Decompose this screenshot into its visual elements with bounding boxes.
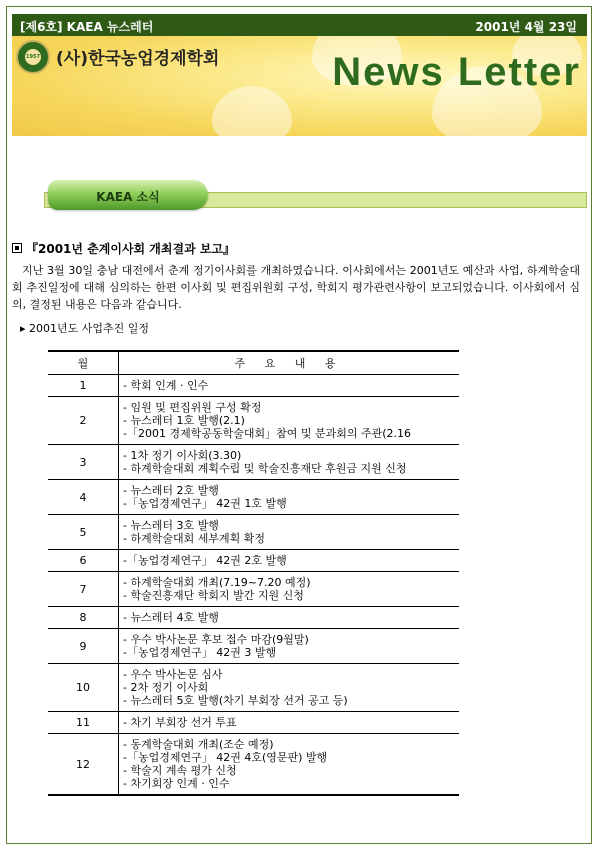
schedule-item: - 차기회장 인계 · 인수 — [123, 777, 230, 790]
issue-label: [제6호] KAEA 뉴스레터 — [20, 20, 154, 34]
schedule-item: - 우수 박사논문 후보 접수 마감(9월말) — [123, 633, 309, 646]
schedule-item: - 뉴스레터 5호 발행(차기 부회장 선거 공고 등) — [123, 694, 348, 707]
items-cell — [119, 445, 460, 480]
table-row — [48, 572, 459, 607]
items-cell — [119, 550, 460, 572]
schedule-item: - 뉴스레터 4호 발행 — [123, 611, 219, 624]
schedule-item: - 학술지 계속 평가 신청 — [123, 764, 237, 777]
schedule-item: - 뉴스레터 3호 발행 — [123, 519, 219, 532]
header-bar — [12, 14, 587, 36]
column-header-month: 월 — [48, 351, 119, 375]
table-header-row — [48, 351, 459, 375]
schedule-item: - 차기 부회장 선거 투표 — [123, 716, 237, 729]
schedule-subheading: ▸ 2001년도 사업추진 일정 — [20, 322, 150, 335]
schedule-item: - 학술진흥재단 학회지 발간 지원 신청 — [123, 589, 304, 602]
schedule-item: -「농업경제연구」 42권 4호(영문판) 발행 — [123, 751, 328, 764]
items-cell — [119, 397, 460, 445]
section-tab-label: KAEA 소식 — [96, 190, 160, 204]
table-row — [48, 550, 459, 572]
newsletter-title: News Letter — [332, 50, 581, 94]
table-row — [48, 712, 459, 734]
items-cell — [119, 515, 460, 550]
table-row — [48, 515, 459, 550]
schedule-item: - 우수 박사논문 심사 — [123, 668, 223, 681]
items-cell — [119, 572, 460, 607]
month-cell: 9 — [48, 629, 119, 664]
table-row — [48, 375, 459, 397]
month-cell: 11 — [48, 712, 119, 734]
schedule-item: -「2001 경제학공동학술대회」참여 및 분과회의 주관(2.16 — [123, 427, 411, 440]
schedule-item: -「농업경제연구」 42권 1호 발행 — [123, 497, 287, 510]
article-heading: 『2001년 춘계이사회 개최결과 보고』 — [12, 240, 235, 257]
organization-name: (사)한국농업경제학회 — [56, 49, 220, 69]
schedule-item: - 하계학술대회 세부계획 확정 — [123, 532, 265, 545]
column-header-items: 주 요 내 용 — [119, 351, 460, 375]
society-logo-icon: 1957 — [16, 40, 50, 74]
schedule-item: - 하계학술대회 개최(7.19~7.20 예정) — [123, 576, 311, 589]
section-tab-kaea-news — [48, 180, 208, 210]
schedule-item: - 2차 정기 이사회 — [123, 681, 209, 694]
month-cell: 10 — [48, 664, 119, 712]
month-cell: 5 — [48, 515, 119, 550]
article-body: 지난 3월 30일 충남 대전에서 춘계 정기이사회를 개최하였습니다. 이사회에서는 2001년도 예산과 사업, 하계학술대회 추진일정에 대해 심의하는 한편 이사회 및 편집위원회 구성, 학회지 평가관련사항이 보고되었습니다. 이사회에서 심의, 결정된 내용은 다음과 같습니다. — [12, 264, 580, 311]
table-row — [48, 664, 459, 712]
items-cell — [119, 664, 460, 712]
schedule-item: - 1차 정기 이사회(3.30) — [123, 449, 242, 462]
issue-date: 2001년 4월 23일 — [475, 20, 577, 34]
schedule-item: -「농업경제연구」 42권 3 발행 — [123, 646, 277, 659]
schedule-table — [48, 350, 459, 796]
month-cell: 8 — [48, 607, 119, 629]
items-cell — [119, 712, 460, 734]
schedule-item: - 학회 인계 · 인수 — [123, 379, 209, 392]
month-cell: 12 — [48, 734, 119, 796]
month-cell: 7 — [48, 572, 119, 607]
items-cell — [119, 375, 460, 397]
schedule-item: - 임원 및 편집위원 구성 확정 — [123, 401, 262, 414]
items-cell — [119, 734, 460, 796]
schedule-item: - 하계학술대회 계획수립 및 학술진흥재단 후원금 지원 신청 — [123, 462, 407, 475]
table-row — [48, 445, 459, 480]
items-cell — [119, 607, 460, 629]
header-banner — [12, 36, 587, 136]
items-cell — [119, 629, 460, 664]
table-row — [48, 397, 459, 445]
table-row — [48, 629, 459, 664]
month-cell: 1 — [48, 375, 119, 397]
items-cell — [119, 480, 460, 515]
month-cell: 3 — [48, 445, 119, 480]
schedule-item: -「농업경제연구」 42권 2호 발행 — [123, 554, 287, 567]
month-cell: 4 — [48, 480, 119, 515]
month-cell: 2 — [48, 397, 119, 445]
month-cell: 6 — [48, 550, 119, 572]
square-bullet-icon — [12, 243, 22, 253]
table-row — [48, 607, 459, 629]
table-row — [48, 734, 459, 796]
schedule-item: - 뉴스레터 1호 발행(2.1) — [123, 414, 245, 427]
schedule-item: - 동계학술대회 개최(조순 예정) — [123, 738, 274, 751]
table-row — [48, 480, 459, 515]
schedule-item: - 뉴스레터 2호 발행 — [123, 484, 219, 497]
